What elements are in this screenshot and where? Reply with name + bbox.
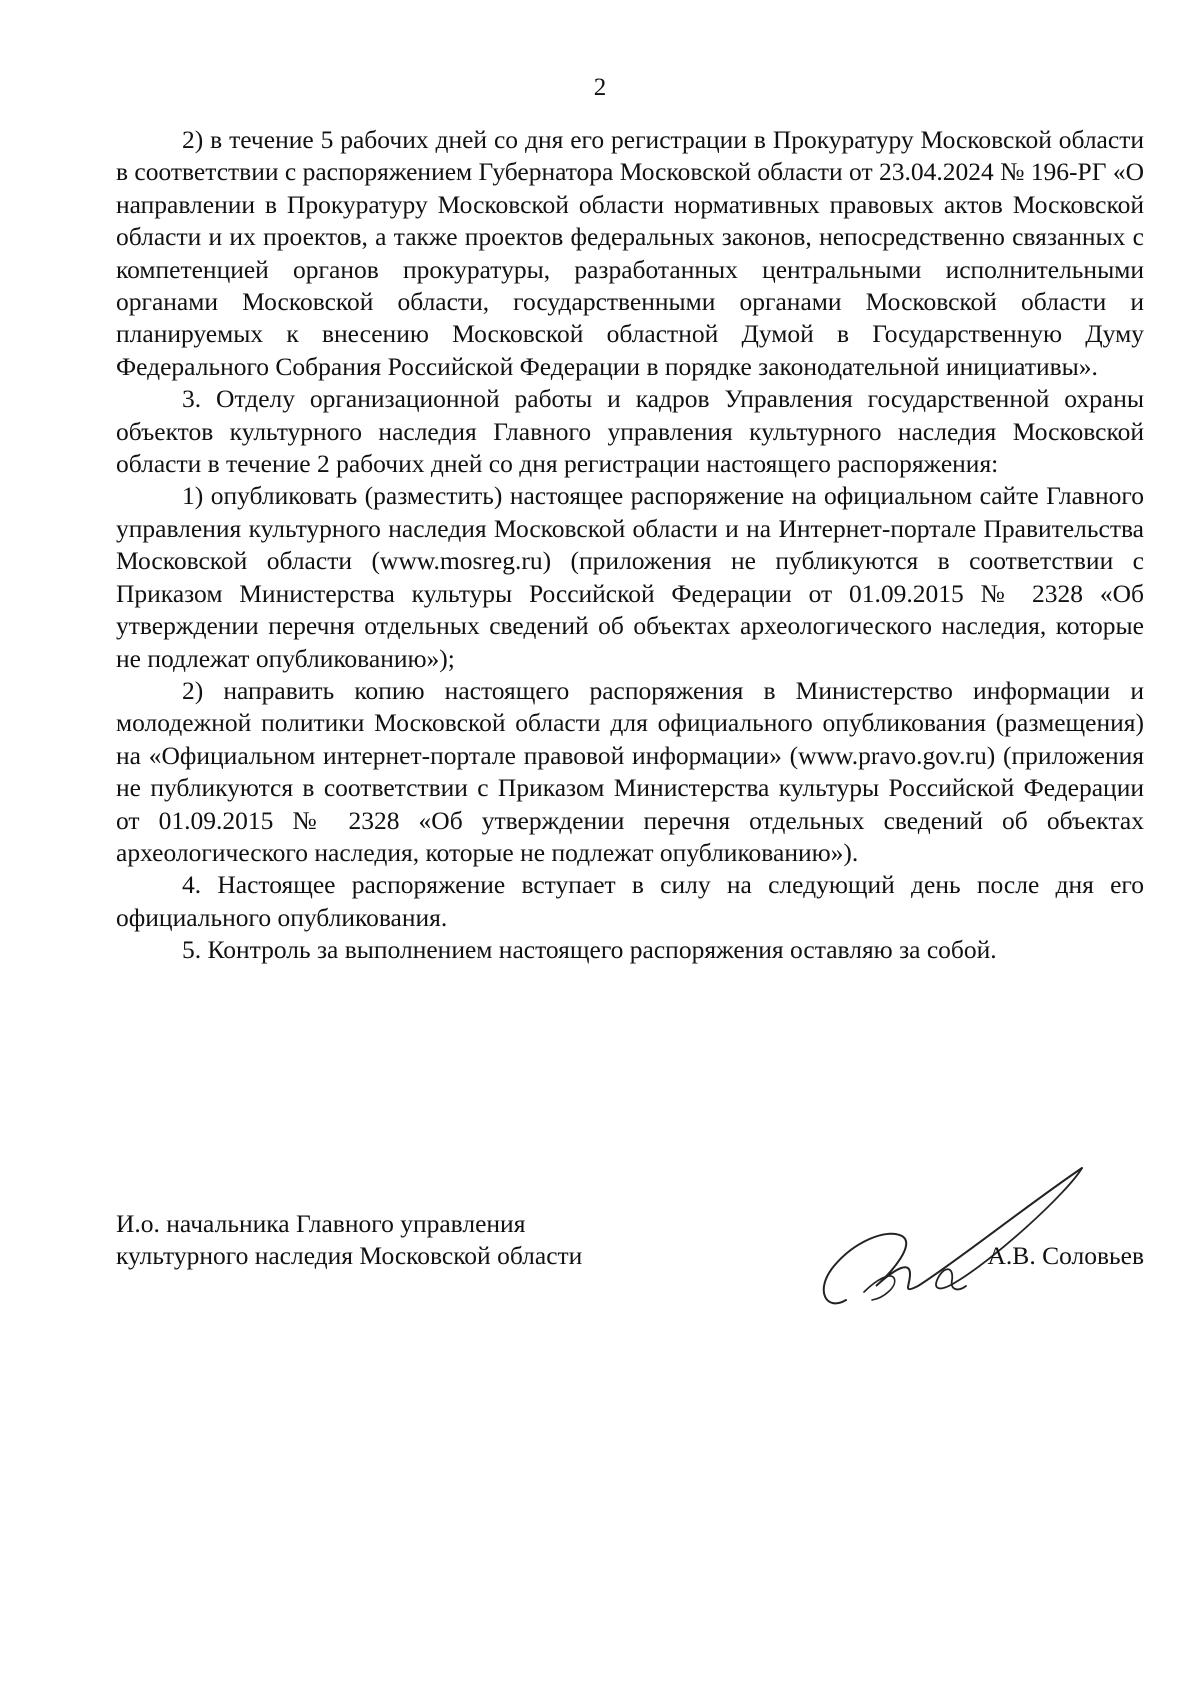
signature-block: [116, 1208, 1144, 1328]
signature-stroke-tail: [864, 1276, 895, 1300]
page-number: 2: [593, 74, 607, 101]
signer-title-line-1: И.о. начальника Главного управления: [116, 1209, 526, 1238]
signer-title: [116, 1208, 582, 1273]
signer-name: А.В. Соловьев: [987, 1241, 1144, 1270]
document-body: [116, 124, 1144, 967]
paragraph-publication-prosecutor: 2) в течение 5 рабочих дней со дня его регистрации в Прокуратуру Московской области в соответствии с распоряжением Губернатора Московской области от 23.04.2024 № 196-РГ «О направлении в Прокуратуру Московской области нормативных правовых актов Московской области и их проектов, а также проектов федеральных законов, непосредственно связанных с компетенцией органов прокуратуры, разработанных центральными исполнительными органами Московской области, государственными органами Московской области и планируемых к внесению Московской областной Думой в Государственную Думу Федерального Собрания Российской Федерации в порядке законодательной инициативы».: [116, 125, 1144, 381]
paragraph-item-4: 4. Настоящее распоряжение вступает в силу на следующий день после дня его официального опубликования.: [116, 870, 1144, 932]
paragraph-item-3: 3. Отделу организационной работы и кадров Управления государственной охраны объектов культурного наследия Главного управления культурного наследия Московской области в течение 2 рабочих дней со дня регистрации настоящего распоряжения:: [116, 384, 1144, 479]
paragraph-publish-website: 1) опубликовать (разместить) настоящее распоряжение на официальном сайте Главного управления культурного наследия Московской области и на Интернет-портале Правительства Московской области (www.mosreg.ru) (приложения не публикуются в соответствии с Приказом Министерства культуры Российской Федерации от 01.09.2015 № 2328 «Об утверждении перечня отдельных сведений об объектах археологического наследия, которые не подлежат опубликованию»);: [116, 481, 1144, 673]
paragraph-send-ministry: 2) направить копию настоящего распоряжения в Министерство информации и молодежной политики Московской области для официального опубликования (размещения) на «Официальном интернет-портале правовой информации» (www.pravo.gov.ru) (приложения не публикуются в соответствии с Приказом Министерства культуры Российской Федерации от 01.09.2015 № 2328 «Об утверждении перечня отдельных сведений об объектах археологического наследия, которые не подлежат опубликованию»).: [116, 675, 1144, 867]
signer-title-line-2: культурного наследия Московской области: [116, 1241, 583, 1271]
paragraph-item-5: 5. Контроль за выполнением настоящего распоряжения оставляю за собой.: [182, 935, 997, 965]
